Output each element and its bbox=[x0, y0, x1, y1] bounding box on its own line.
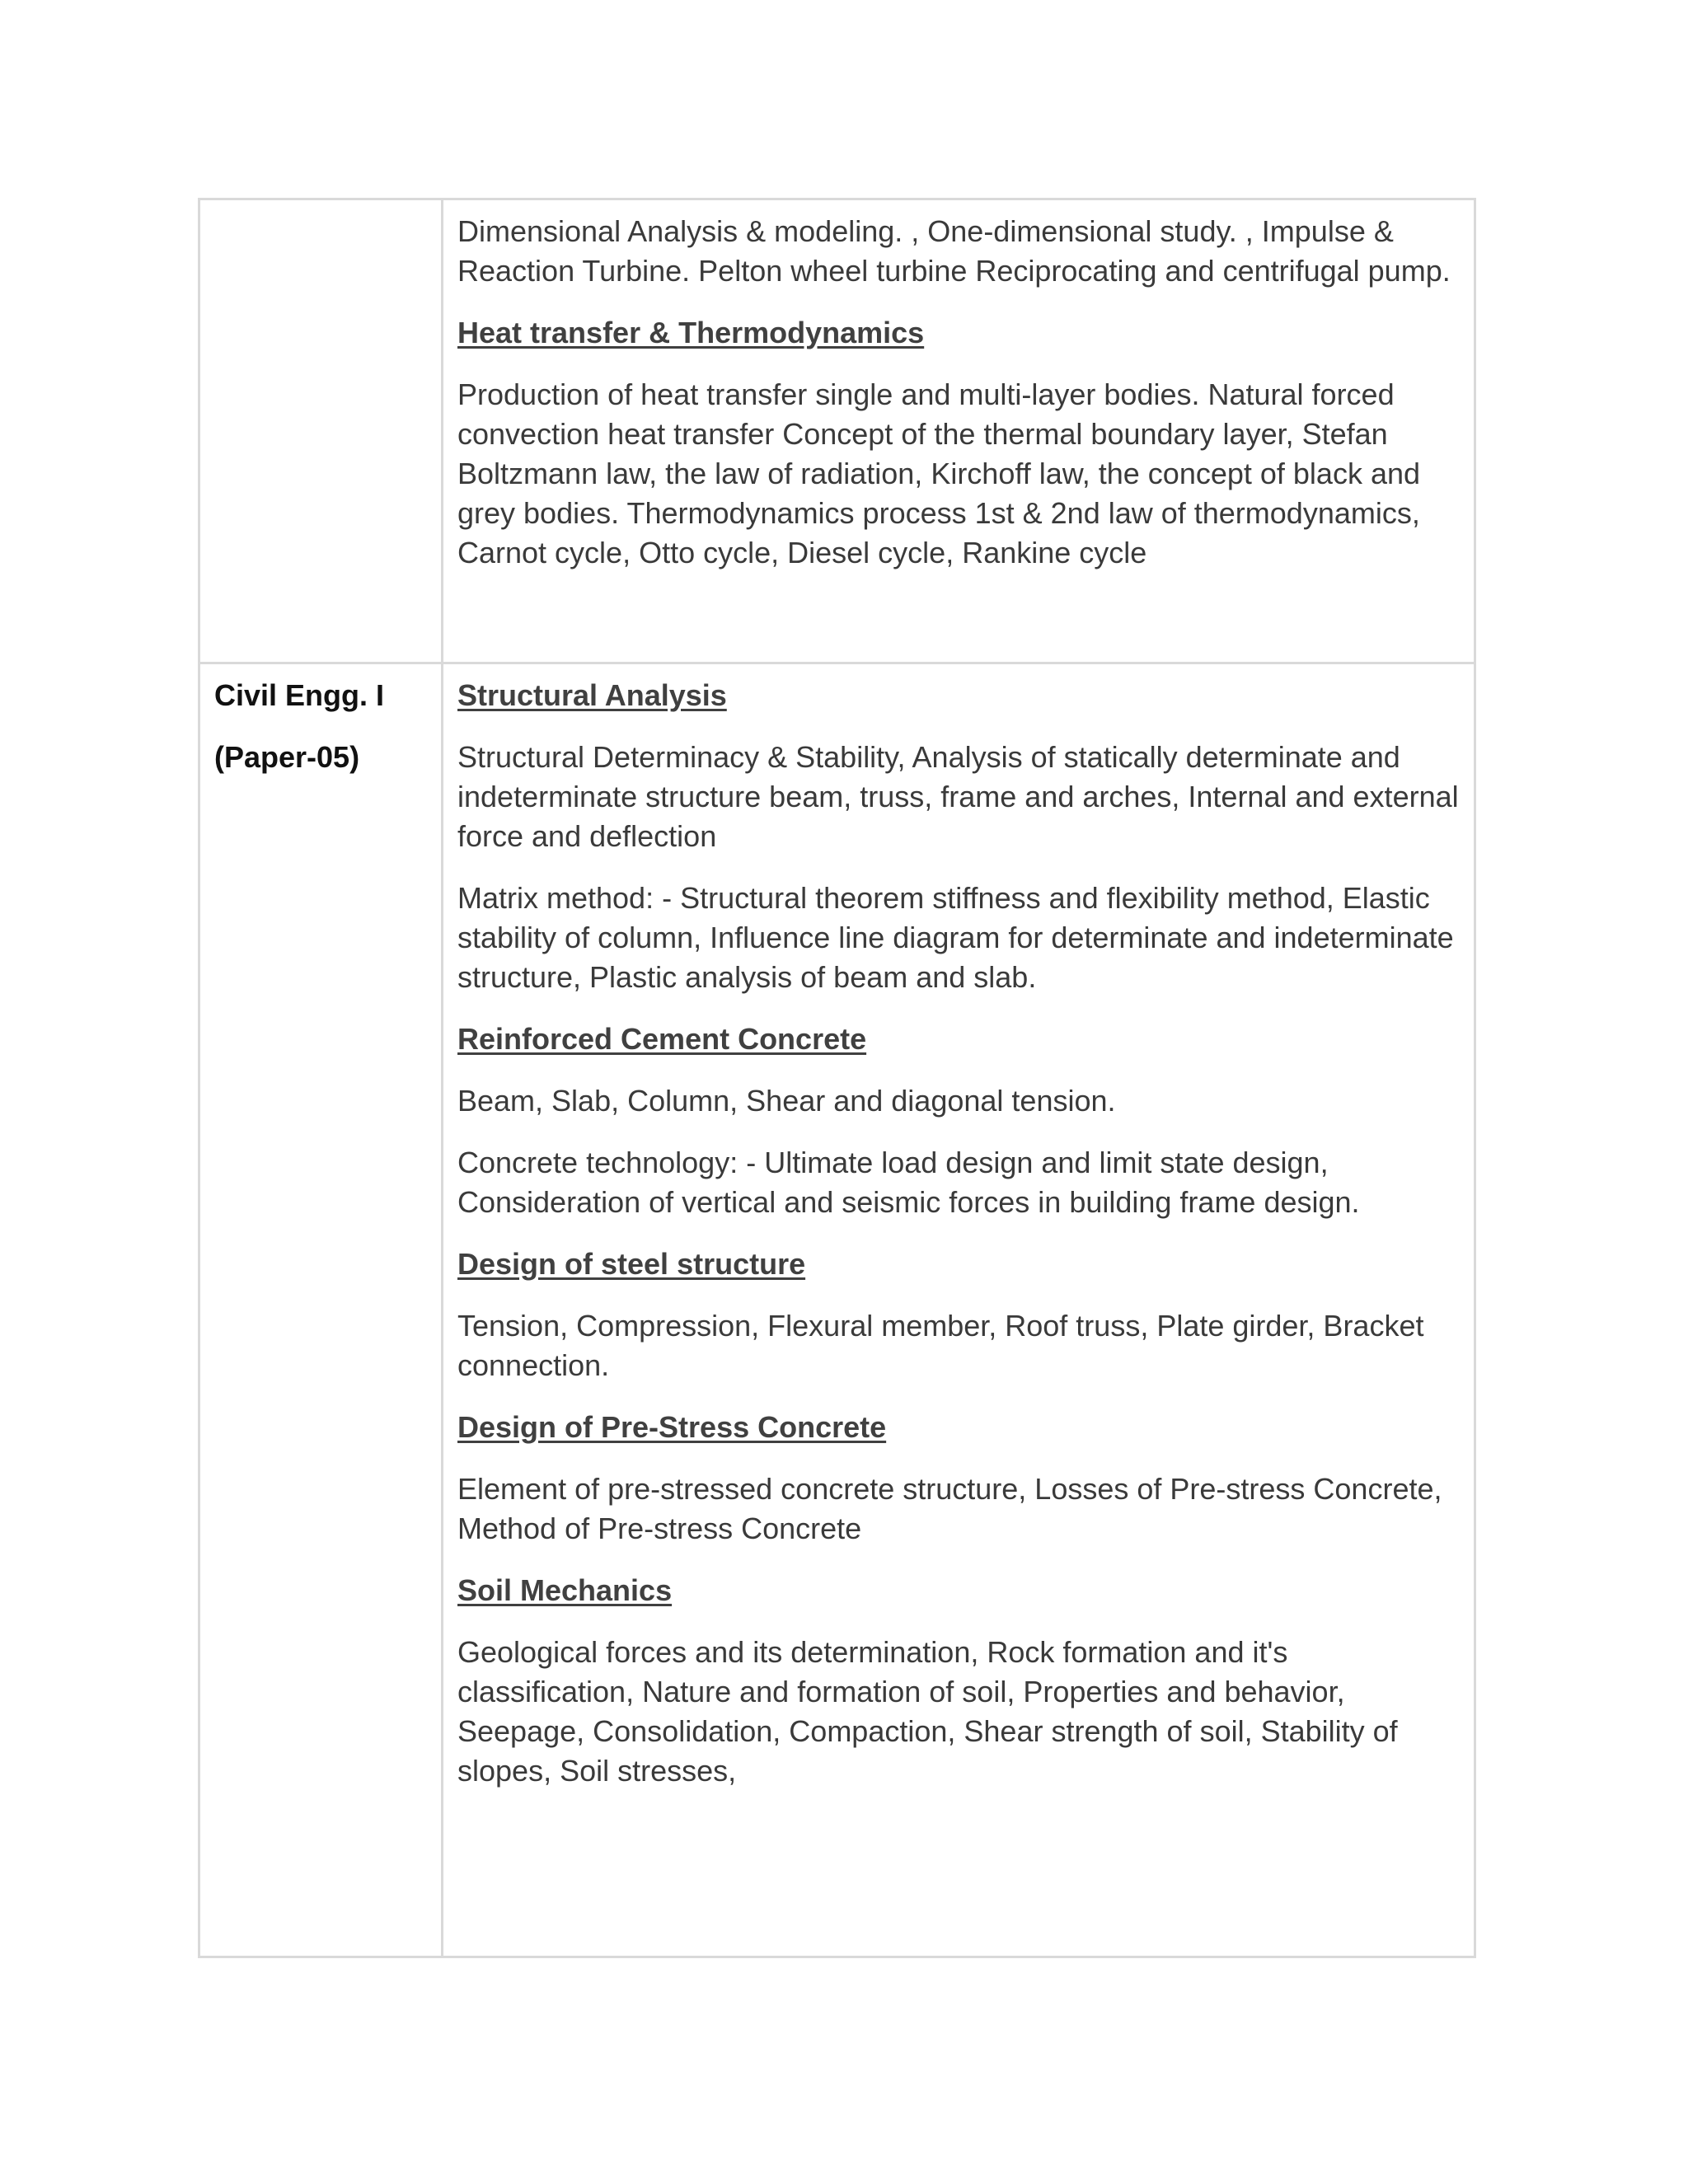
topics-cell bbox=[443, 199, 1475, 663]
subject-name: Civil Engg. I bbox=[214, 678, 385, 712]
paper-number: (Paper-05) bbox=[214, 740, 360, 774]
topics-cell bbox=[443, 663, 1475, 1957]
topic-paragraph: Geological forces and its determination, Rock formation and it's classification, Nature and formation of soil, Properties and behavior, Seepage, Consolidation, Compaction, Shear strength of soil, Stability of slopes, Soil stresses, bbox=[457, 1635, 1398, 1788]
table-row bbox=[199, 663, 1475, 1957]
subject-cell bbox=[199, 663, 443, 1957]
topic-paragraph: Beam, Slab, Column, Shear and diagonal tension. bbox=[457, 1084, 1116, 1118]
subject-cell-empty bbox=[199, 199, 443, 663]
topic-heading: Heat transfer & Thermodynamics bbox=[457, 316, 925, 349]
topic-heading: Design of Pre-Stress Concrete bbox=[457, 1410, 887, 1444]
table-row bbox=[199, 199, 1475, 663]
topic-paragraph: Matrix method: - Structural theorem stiffness and flexibility method, Elastic stability of column, Influence line diagram for determinate and indeterminate structure, Plastic analysis of beam and slab. bbox=[457, 881, 1454, 994]
topic-heading: Reinforced Cement Concrete bbox=[457, 1022, 867, 1056]
topic-heading: Design of steel structure bbox=[457, 1247, 806, 1281]
topic-paragraph: Element of pre-stressed concrete structure, Losses of Pre-stress Concrete, Method of Pre-stress Concrete bbox=[457, 1472, 1442, 1545]
topic-heading: Structural Analysis bbox=[457, 678, 727, 712]
topic-paragraph: Production of heat transfer single and multi-layer bodies. Natural forced convection heat transfer Concept of the thermal boundary layer, Stefan Boltzmann law, the law of radiation, Kirchoff law, the concept of black and grey bodies. Thermodynamics process 1st & 2nd law of thermodynamics, Carnot cycle, Otto cycle, Diesel cycle, Rankine cycle bbox=[457, 377, 1421, 569]
topic-paragraph: Tension, Compression, Flexural member, Roof truss, Plate girder, Bracket connection. bbox=[457, 1309, 1424, 1382]
syllabus-table bbox=[198, 198, 1476, 1958]
topic-paragraph: Structural Determinacy & Stability, Analysis of statically determinate and indeterminate structure beam, truss, frame and arches, Internal and external force and deflection bbox=[457, 740, 1459, 853]
topic-paragraph: Concrete technology: - Ultimate load design and limit state design, Consideration of vertical and seismic forces in building frame design. bbox=[457, 1146, 1360, 1219]
topic-heading: Soil Mechanics bbox=[457, 1573, 673, 1607]
topic-paragraph: Dimensional Analysis & modeling. , One-dimensional study. , Impulse & Reaction Turbine. Pelton wheel turbine Reciprocating and centrifugal pump. bbox=[457, 214, 1451, 288]
